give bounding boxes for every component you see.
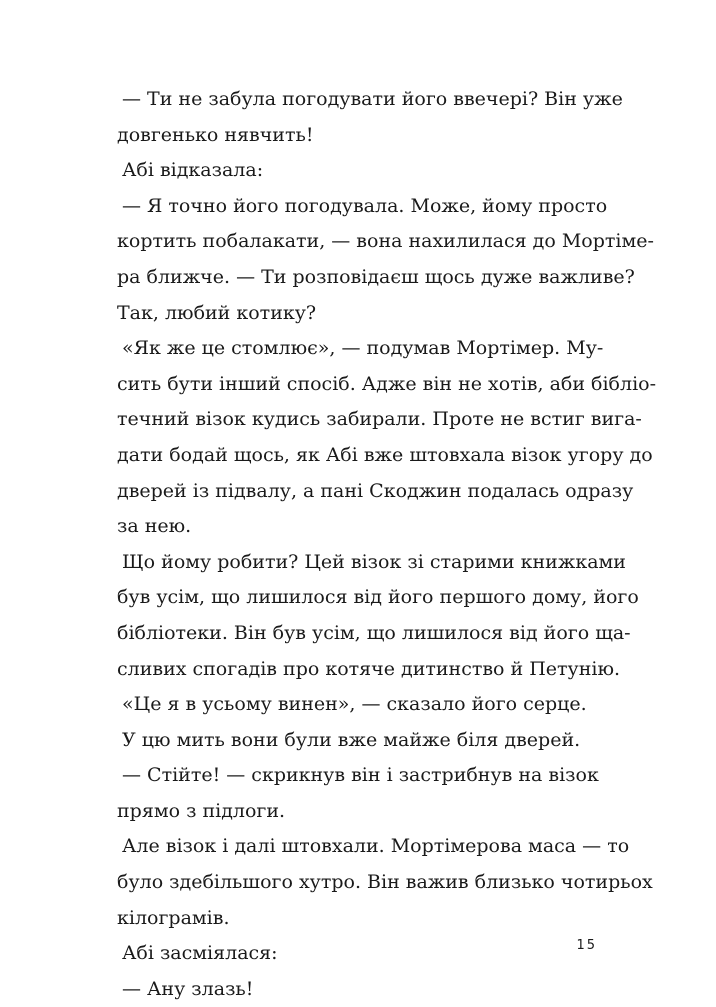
text-line: «Це я в усьому винен», — сказало його серце. [122, 693, 587, 716]
text-line: течний візок кудись забирали. Проте не встиг вига- [117, 408, 642, 431]
text-line: ра ближче. — Ти розповідаєш щось дуже важливе? [117, 265, 635, 288]
body-text [117, 82, 657, 1007]
text-line: за нею. [117, 515, 192, 538]
text-line: сить бути інший спосіб. Адже він не хотів, аби бібліо- [117, 372, 657, 395]
text-line: — Стійте! — скрикнув він і застрибнув на візок [122, 764, 599, 787]
text-line: прямо з підлоги. [117, 799, 286, 822]
text-line: було здебільшого хутро. Він важив близько чотирьох [117, 871, 653, 894]
text-line: Абі засміялася: [122, 942, 278, 965]
text-line: був усім, що лишилося від його першого дому, його [117, 586, 639, 609]
text-line: У цю мить вони були вже майже біля дверей. [122, 728, 581, 751]
text-line: Що йому робити? Цей візок зі старими книжками [122, 550, 626, 573]
text-line: довгенько нявчить! [117, 123, 314, 146]
text-line: «Як же це стомлює», — подумав Мортімер. Му- [122, 337, 604, 360]
text-line: дверей із підвалу, а пані Скоджин подалась одразу [117, 479, 634, 502]
text-line: дати бодай щось, як Абі вже штовхала візок угору до [117, 443, 653, 466]
text-line: кілограмів. [117, 906, 230, 929]
text-line: кортить побалакати, — вона нахилилася до Мортіме- [117, 230, 654, 253]
text-line: бібліотеки. Він був усім, що лишилося від його ща- [117, 621, 631, 644]
text-line: — Я точно його погодувала. Може, йому просто [122, 194, 608, 217]
text-line: Але візок і далі штовхали. Мортімерова маса — то [122, 835, 630, 858]
text-line: — Ану злазь! [122, 977, 254, 1000]
text-line: сливих спогадів про котяче дитинство й Петунію. [117, 657, 621, 680]
text-line: Так, любий котику? [117, 301, 317, 324]
text-line: Абі відказала: [122, 159, 264, 182]
page-number: 15 [576, 938, 597, 953]
text-line: — Ти не забула погодувати його ввечері? Він уже [122, 88, 623, 110]
